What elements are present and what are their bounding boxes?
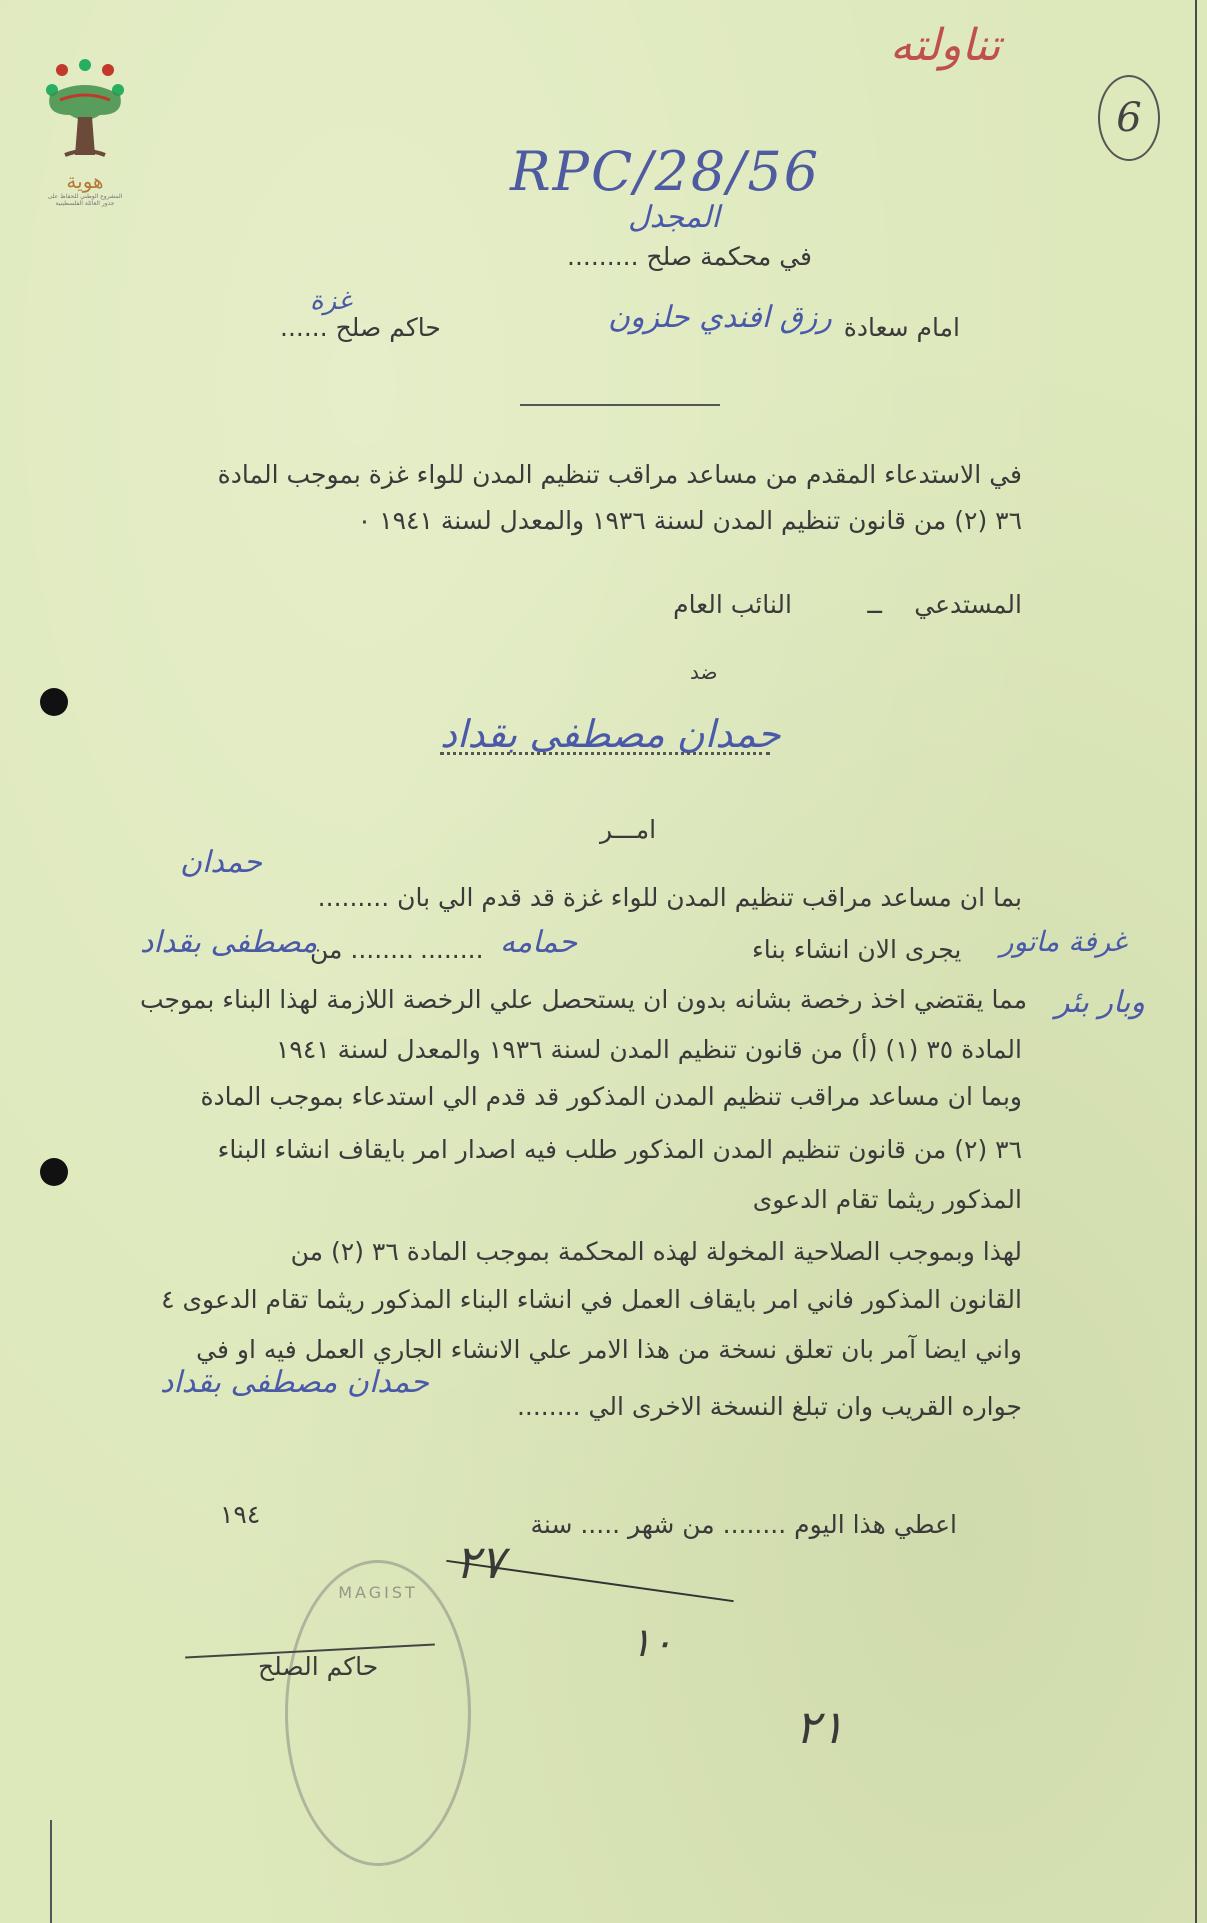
petitioner-label: المستدعي [914, 590, 1022, 619]
logo-name: هوية [66, 169, 104, 193]
date-day-handwritten: ٢٧ [455, 1535, 505, 1589]
left-margin-line [50, 1820, 52, 1923]
logo-tagline: المشروع الوطني للحفاظ على [47, 193, 123, 200]
date-line: اعطي هذا اليوم ........ من شهر ..... سنة [530, 1510, 957, 1539]
petition-line-1: في الاستدعاء المقدم من مساعد مراقب تنظيم المدن للواء غزة بموجب المادة [217, 460, 1022, 489]
margin-note-handwritten: وبار بئر [1055, 985, 1145, 1020]
body-line11-handwritten: حمدان مصطفى بقداد [160, 1365, 429, 1400]
body-line-10: واني ايضا آمر بان تعلق نسخة من هذا الامر علي الانشاء الجاري العمل فيه او في [196, 1335, 1022, 1364]
official-stamp [285, 1560, 471, 1866]
body-line-11: جواره القريب وان تبلغ النسخة الاخرى الي ........ [516, 1392, 1022, 1421]
body-line-4: المادة ٣٥ (١) (أ) من قانون تنظيم المدن لسنة ١٩٣٦ والمعدل لسنة ١٩٤١ [275, 1035, 1022, 1064]
logo-tagline-2: جذور العائلة الفلسطينية [55, 200, 115, 207]
body-line1-handwritten: حمدان [180, 845, 263, 880]
folio-circle [1098, 75, 1160, 161]
respondent-handwritten: حمدان مصطفى بقداد [440, 712, 781, 756]
judge-name-handwritten: رزق افندي حلزون [608, 300, 832, 335]
judge-place-handwritten: غزة [310, 286, 352, 316]
signature-extra-handwritten: ٢١ [795, 1700, 845, 1754]
order-title: امـــر [600, 815, 657, 844]
court-place-handwritten: المجدل [628, 200, 720, 235]
judge-suffix: حاكم صلح ...... [280, 313, 441, 342]
folio-number: 6 [1116, 95, 1142, 141]
judge-prefix: امام سعادة [843, 313, 960, 342]
body-line2-handwritten-3: مصطفى بقداد [140, 925, 318, 960]
body-line-5: وبما ان مساعد مراقب تنظيم المدن المذكور قد قدم الي استدعاء بموجب المادة [200, 1082, 1022, 1111]
date-year: ١٩٤ [220, 1500, 261, 1529]
against-label: ضد [690, 660, 718, 684]
body-line2-handwritten-2: حمامه [500, 925, 578, 960]
petitioner-name: النائب العام [673, 590, 792, 619]
petition-line-2: ٣٦ (٢) من قانون تنظيم المدن لسنة ١٩٣٦ والمعدل لسنة ١٩٤١ ٠ [357, 506, 1022, 535]
court-line: في محكمة صلح ......... [567, 242, 812, 271]
body-line-3: مما يقتضي اخذ رخصة بشانه بدون ان يستحصل علي الرخصة اللازمة لهذا البناء بموجب [139, 985, 1027, 1014]
red-handwritten-note: تناولته [890, 20, 1001, 71]
body-line2-mid: ........ من [310, 935, 414, 964]
signature-title: حاكم الصلح [258, 1652, 379, 1681]
punch-hole-top [40, 688, 68, 716]
punch-hole-bottom [40, 1158, 68, 1186]
right-edge-line [1195, 0, 1197, 1923]
logo [40, 55, 130, 215]
petitioner-dash: ــ [867, 590, 882, 619]
separator-line [520, 404, 720, 406]
body-line-7: المذكور ريثما تقام الدعوى [752, 1185, 1022, 1214]
body-line2-end: ........ [420, 935, 484, 964]
stamp-text: MAGIST [338, 1583, 418, 1602]
body-line-8: لهذا وبموجب الصلاحية المخولة لهذه المحكمة بموجب المادة ٣٦ (٢) من [290, 1237, 1022, 1266]
body-line-1: بما ان مساعد مراقب تنظيم المدن للواء غزة قد قدم الي بان ......... [317, 883, 1022, 912]
respondent-dotted-line [440, 752, 770, 755]
body-line-9: القانون المذكور فاني امر بايقاف العمل في انشاء البناء المذكور ريثما تقام الدعوى ٤ [161, 1285, 1022, 1314]
body-line2-handwritten-1: غرفة ماتور [1000, 925, 1127, 958]
body-line-6: ٣٦ (٢) من قانون تنظيم المدن المذكور طلب فيه اصدار امر بايقاف انشاء البناء [217, 1135, 1022, 1164]
body-line-2: يجرى الان انشاء بناء [752, 935, 962, 964]
reference-number: RPC/28/56 [510, 140, 821, 203]
tree-logo-icon [40, 55, 130, 165]
signature-month-handwritten: ١٠ [630, 1620, 673, 1666]
